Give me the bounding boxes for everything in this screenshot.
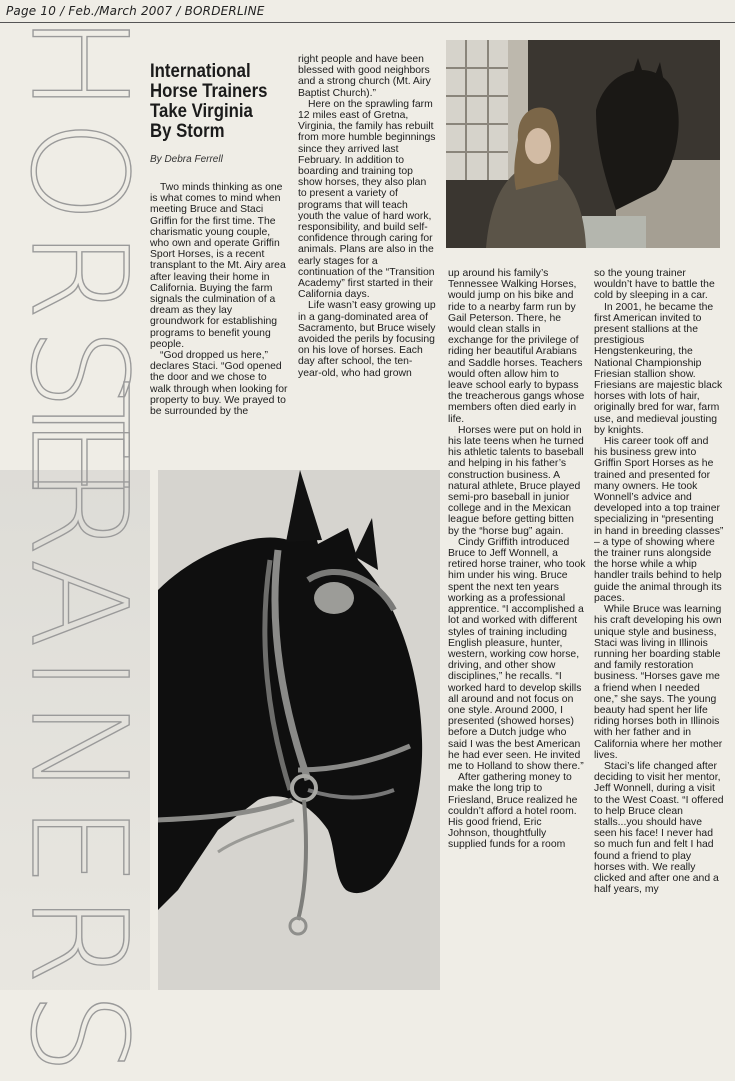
- text-column-2: [298, 54, 436, 379]
- paragraph: up around his family’s Tennessee Walking Horses, would jump on his bike and ride to a nearby farm run by Gail Peterson. There, he would clean stalls in exchange for the privilege of riding her beautiful Arabians and Saddle horses. Teachers would often allow him to leave school early to bypass the treacherous gangs whose members often died early in life.: [448, 268, 585, 425]
- paragraph: In 2001, he became the first American invited to present stallions at the prestigious Hengstenkeuring, the National Championship Friesian stallion show. Friesians are majestic black horses with lots of hair, originally bred for war, farm use, and medieval jousting by knights.: [594, 301, 723, 436]
- side-word-horse-text: HORSE: [1, 13, 156, 507]
- page-folio: Page 10 / Feb./March 2007 / BORDERLINE: [6, 4, 265, 18]
- paragraph: so the young trainer wouldn’t have to battle the cold by sleeping in a car.: [594, 268, 715, 302]
- paragraph: Life wasn’t easy growing up in a gang-dominated area of Sacramento, but Bruce wisely avoided the perils by focusing on his love of horses. Each day after school, the ten-year-old, who had grown: [298, 300, 436, 379]
- paragraph: After gathering money to make the long trip to Friesland, Bruce realized he couldn’t afford a hotel room. His good friend, Eric Johnson, thoughtfully supplied funds for a room: [448, 772, 578, 851]
- paragraph: Two minds thinking as one is what comes to mind when meeting Bruce and Staci Griffin for the first time. The charismatic young couple, who own and operate Griffin Sport Horses, is a recent transplant to the Mt. Airy area after leaving their home in California. Buying the farm signals the culmination of a dream as they lay groundwork for establishing programs to benefit young people.: [150, 182, 286, 350]
- article-headline: International Horse Trainers Take Virginia By Storm: [150, 60, 268, 143]
- paragraph: Staci’s life changed after deciding to visit her mentor, Jeff Wonnell, during a visit to the West Coast. “I offered to help Bruce clean stalls...you should have seen his face! I never had so much fun and felt I had found a friend to play horses with. We really clicked and after one and a half years, my: [594, 760, 724, 896]
- paragraph: “God dropped us here,” declares Staci. “God opened the door and we chose to walk through when looking for property to buy. We prayed to be surrounded by the: [150, 350, 288, 418]
- text-column-3: [448, 268, 586, 851]
- side-word-trainers: [1, 379, 156, 1081]
- side-word-trainers-text: TRAINERS: [1, 379, 156, 1081]
- article-byline: By Debra Ferrell: [150, 154, 223, 165]
- text-column-1: [150, 182, 288, 417]
- paragraph: His career took off and his business grew into Griffin Sport Horses as he trained and presented for many owners. He took Wonnell’s advice and developed into a top trainer specializing in “presenting in hand in breeding classes” – a type of showing where the trainer runs alongside the horse while a whip handler trails behind to help guide the animal through its paces.: [594, 436, 724, 604]
- paragraph: While Bruce was learning his craft developing his own unique style and business, Staci was living in Illinois running her boarding stable and family restoration business. “Horses gave me a friend when I needed one,” she says. The young beauty had spent her life riding horses both in Illinois with her father and in California where her mother lives.: [594, 604, 723, 761]
- text-column-4: [594, 268, 724, 895]
- photo-woman-with-horse-image: [446, 40, 720, 248]
- photo-friesian-horse-image: [158, 470, 440, 990]
- paragraph: Horses were put on hold in his late teens when he turned his athletic talents to baseball and helping in his father’s construction business. A natural athlete, Bruce played semi-pro baseball in junior college and in the Mexican league before getting bitten by the “horse bug” again.: [448, 424, 584, 537]
- paragraph: Here on the sprawling farm 12 miles east of Gretna, Virginia, the family has rebuilt from more humble beginnings since they arrived last February. In addition to boarding and training top show horses, they also plan to present a variety of programs that will teach youth the value of hard work, responsibility, and build self-confidence through caring for animals. Plans are also in the early stages for a continuation of the “Transition Academy” first started in their California days.: [298, 98, 436, 301]
- photo-woman-with-horse: [446, 40, 720, 248]
- paragraph: right people and have been blessed with good neighbors and a strong church (Mt. Airy Baptist Church).”: [298, 54, 431, 99]
- paragraph: Cindy Griffith introduced Bruce to Jeff Wonnell, a retired horse trainer, who took him under his wing. Bruce spent the next ten years working as a professional apprentice. “I accomplished a lot and worked with different styles of training including English pleasure, hunter, western, working cow horse, driving, and other show disciplines,” he recalls. “I worked hard to develop skills all around and not focus on one style. Around 2000, I presented (showed horses) before a Dutch judge who said I was the best American he had ever seen. He invited me to Holland to show there.”: [448, 536, 586, 772]
- photo-friesian-horse: [158, 470, 440, 990]
